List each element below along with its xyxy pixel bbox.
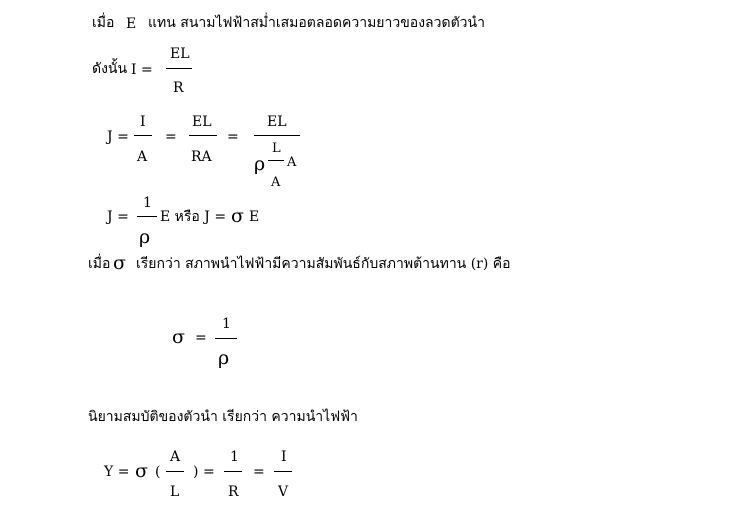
eq2-f2-bar bbox=[189, 135, 217, 136]
eq5-equals-a: = bbox=[203, 464, 215, 480]
eq2-f3-numerator: EL bbox=[267, 114, 287, 130]
eq4-sigma: σ bbox=[172, 326, 185, 348]
eq2-f1-bar bbox=[134, 135, 152, 136]
eq4-fraction-bar bbox=[215, 338, 237, 339]
eq1-denominator: R bbox=[173, 80, 184, 96]
variable-e: E bbox=[126, 16, 137, 32]
definition-text: แทน สนามไฟฟ้าสม่ำเสมอตลอดความยาวของลวดตัวนำ bbox=[148, 15, 485, 31]
line2-sigma: σ bbox=[113, 252, 126, 274]
eq3-sigma: σ bbox=[231, 205, 244, 227]
when-word-2: เมื่อ bbox=[88, 256, 111, 272]
eq3-numerator: 1 bbox=[143, 195, 152, 211]
eq2-f1-denominator: A bbox=[137, 149, 148, 165]
eq2-inner-bar bbox=[268, 160, 284, 161]
eq2-equals-b: = bbox=[227, 129, 239, 145]
eq5-left-paren: ( bbox=[155, 464, 161, 480]
therefore-word: ดังนั้น bbox=[92, 61, 128, 77]
eq3-lhs: J = bbox=[107, 209, 129, 225]
eq3-or-text: E หรือ J = bbox=[160, 209, 227, 225]
eq2-lhs: J = bbox=[107, 129, 129, 145]
eq5-right-paren: ) bbox=[193, 464, 199, 480]
eq1-lhs: I = bbox=[131, 62, 153, 78]
eq2-trailing-a: A bbox=[287, 155, 297, 170]
conductance-definition-text: นิยามสมบัติของตัวนำ เรียกว่า ความนำไฟฟ้า bbox=[88, 409, 358, 425]
eq2-f1-numerator: I bbox=[140, 114, 146, 130]
conductivity-text: เรียกว่า สภาพนำไฟฟ้ามีความสัมพันธ์กับสภาพต้านทาน (r) คือ bbox=[136, 256, 511, 272]
rho-symbol: ρ bbox=[254, 153, 266, 175]
eq3-denominator-rho: ρ bbox=[139, 226, 151, 248]
eq3-fraction-bar bbox=[137, 216, 157, 217]
eq2-f3-bar bbox=[254, 135, 300, 136]
eq1-fraction-bar bbox=[166, 68, 192, 69]
eq4-denominator-rho: ρ bbox=[218, 347, 230, 369]
eq5-f1-denominator: L bbox=[170, 484, 180, 500]
eq5-f2-numerator: 1 bbox=[230, 449, 239, 465]
when-word: เมื่อ bbox=[92, 15, 115, 31]
eq5-lhs: Y = bbox=[104, 464, 130, 480]
eq2-inner-denominator: A bbox=[271, 175, 281, 190]
eq5-f3-numerator: I bbox=[281, 449, 287, 465]
eq2-inner-numerator: L bbox=[272, 141, 281, 156]
eq5-f3-bar bbox=[274, 471, 292, 472]
eq3-end: E bbox=[249, 209, 260, 225]
eq4-equals: = bbox=[195, 330, 207, 346]
eq5-f2-bar bbox=[224, 471, 242, 472]
eq5-f1-bar bbox=[166, 471, 184, 472]
eq2-f2-denominator: RA bbox=[191, 149, 212, 165]
eq1-numerator: EL bbox=[170, 46, 190, 62]
eq2-equals-a: = bbox=[165, 129, 177, 145]
eq5-f3-denominator: V bbox=[278, 484, 289, 500]
eq5-f2-denominator: R bbox=[228, 484, 239, 500]
eq5-equals-b: = bbox=[253, 464, 265, 480]
eq2-f2-numerator: EL bbox=[192, 114, 212, 130]
eq5-f1-numerator: A bbox=[170, 449, 181, 465]
eq5-sigma: σ bbox=[135, 460, 148, 482]
eq4-numerator: 1 bbox=[222, 316, 231, 332]
